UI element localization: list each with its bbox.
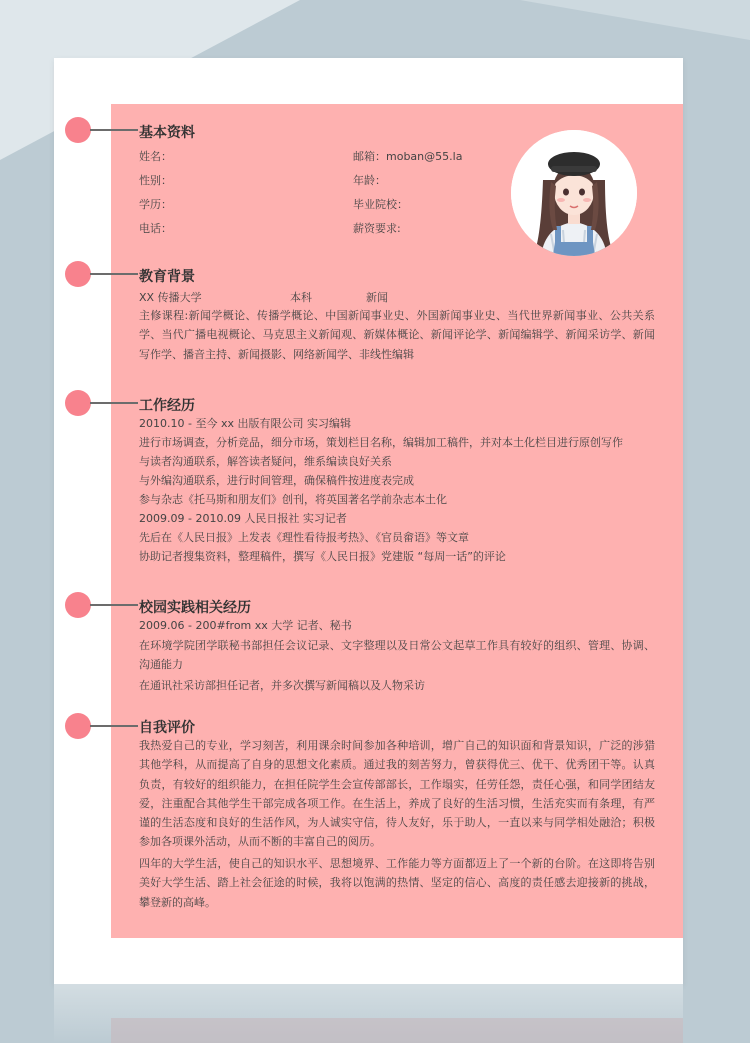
education-major: 新闻 xyxy=(366,291,388,304)
education-school: XX 传播大学 xyxy=(139,291,202,304)
campus-header: 2009.06 - 200#from xx 大学 记者、秘书 xyxy=(139,619,352,632)
work-line: 先后在《人民日报》上发表《理性看待报考热》、《官员畲语》等文章 xyxy=(139,531,469,544)
age-label: 年龄： xyxy=(353,174,386,187)
school-label: 毕业院校： xyxy=(353,198,408,211)
section-marker-dot xyxy=(65,713,91,739)
section-marker-line xyxy=(90,273,138,275)
name-label: 姓名： xyxy=(139,150,172,163)
degree-label: 学历： xyxy=(139,198,172,211)
education-title: 教育背景 xyxy=(139,269,195,285)
work-line: 2010.10 - 至今 xx 出版有限公司 实习编辑 xyxy=(139,417,351,430)
self-eval-paragraph-1: 我热爱自己的专业，学习刻苦，利用课余时间参加各种培训，增广自己的知识面和背景知识，广泛的涉猎其他学科，从而提高了自身的思想文化素质。通过我的刻苦努力，曾获得优三、优干、优秀团干等。认真负责，有较好的组织能力，在担任院学生会宣传部部长，工作塌实，任劳任怨，责任心强，和同学团结友爱，注重配合其他学生干部完成各项工作。在生活上，养成了良好的生活习惯，生活充实而有条理，有严谨的生活态度和良好的生活作风，为人诚实守信，待人友好，乐于助人，一直以来与同学相处融洽；积极参加各项课外活动，从而不断的丰富自己的阅历。 xyxy=(139,739,655,849)
email-label: 邮箱：moban@55.la xyxy=(353,150,463,163)
section-marker-dot xyxy=(65,390,91,416)
education-degree: 本科 xyxy=(290,291,312,304)
work-line: 参与杂志《托马斯和朋友们》创刊，将英国著名学前杂志本土化 xyxy=(139,493,447,506)
section-marker-dot xyxy=(65,117,91,143)
campus-description: 在环境学院团学联秘书部担任会议记录、文字整理以及日常公文起草工作具有较好的组织、管理、协调、沟通能力 xyxy=(139,639,655,672)
section-marker-line xyxy=(90,604,138,606)
salary-label: 薪资要求: xyxy=(353,222,401,235)
work-line: 协助记者搜集资料，整理稿件，撰写《人民日报》党建版 “每周一话”的评论 xyxy=(139,550,506,563)
pink-reflection xyxy=(111,1018,683,1043)
work-experience-list xyxy=(139,414,659,566)
work-title: 工作经历 xyxy=(139,398,195,414)
avatar xyxy=(511,130,637,256)
section-marker-line xyxy=(90,129,138,131)
section-marker-line xyxy=(90,402,138,404)
section-marker-dot xyxy=(65,592,91,618)
work-line: 与读者沟通联系，解答读者疑问，维系编读良好关系 xyxy=(139,455,392,468)
education-courses: 主修课程:新闻学概论、传播学概论、中国新闻事业史、外国新闻事业史、当代世界新闻事业、公共关系学、当代广播电视概论、马克思主义新闻观、新媒体概论、新闻评论学、新闻编辑学、新闻采访学、新闻写作学、播音主持、新闻摄影、网络新闻学、非线性编辑 xyxy=(139,309,655,361)
avatar-illustration xyxy=(511,130,637,256)
work-line: 2009.09 - 2010.09 人民日报社 实习记者 xyxy=(139,512,347,525)
section-marker-dot xyxy=(65,261,91,287)
work-line: 与外编沟通联系，进行时间管理，确保稿件按进度表完成 xyxy=(139,474,414,487)
self-eval-paragraph-2: 四年的大学生活，使自己的知识水平、思想境界、工作能力等方面都迈上了一个新的台阶。在这即将告别美好大学生活、踏上社会征途的时候，我将以饱满的热情、坚定的信心、高度的责任感去迎接新的挑战，攀登新的高峰。 xyxy=(139,857,655,909)
basic-info-title: 基本资料 xyxy=(139,125,195,141)
work-line: 进行市场调查，分析竞品，细分市场，策划栏目名称，编辑加工稿件，并对本土化栏目进行原创写作 xyxy=(139,436,623,449)
campus-title: 校园实践相关经历 xyxy=(139,600,251,616)
gender-label: 性别： xyxy=(139,174,172,187)
phone-label: 电话： xyxy=(139,222,172,235)
self-eval-title: 自我评价 xyxy=(139,720,195,736)
campus-description-2: 在通讯社采访部担任记者，并多次撰写新闻稿以及人物采访 xyxy=(139,679,425,692)
section-marker-line xyxy=(90,725,138,727)
